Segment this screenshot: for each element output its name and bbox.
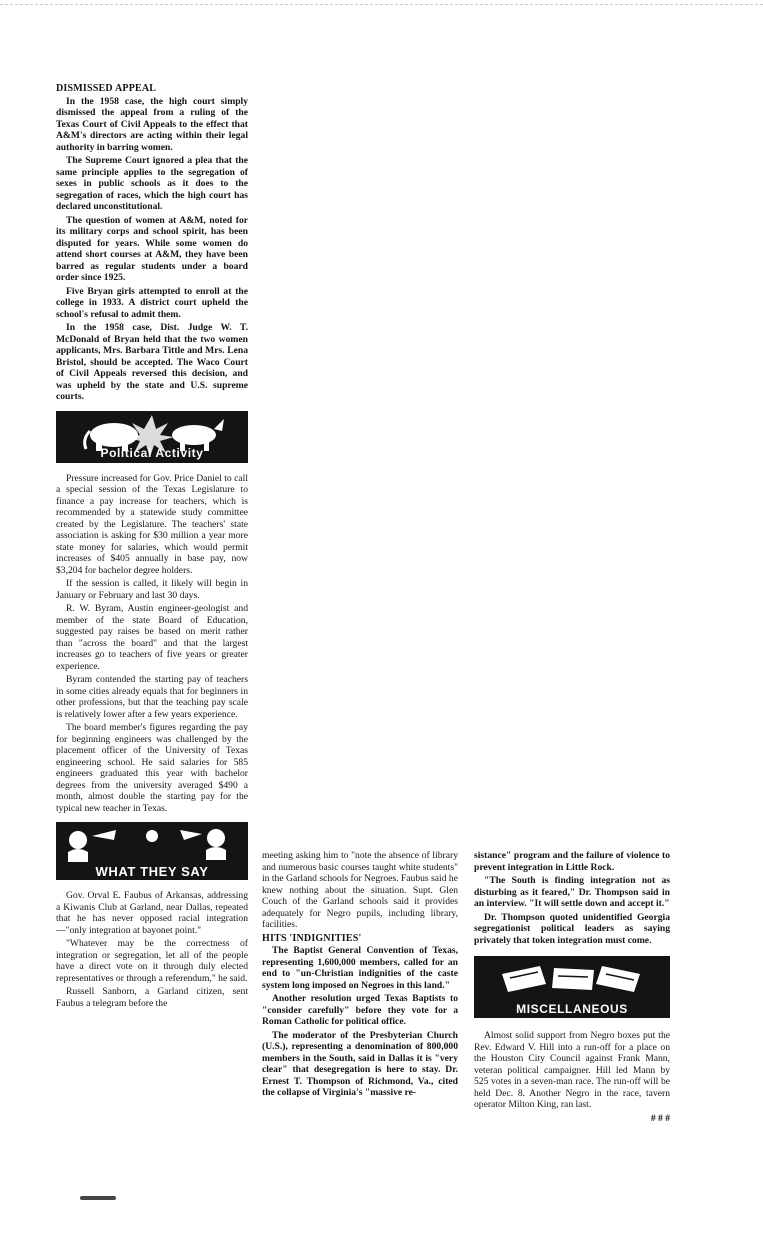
- paragraph: "The South is finding integration not as disturbing as it feared," Dr. Thompson said in an interview. "It will settle down and accept it.": [474, 875, 670, 909]
- section-dismissed-appeal: [56, 83, 248, 403]
- section-miscellaneous: [474, 1030, 670, 1124]
- paragraph: Pressure increased for Gov. Price Daniel to call a special session of the Texas Legislature to finance a pay increase for teachers, which is recommended by a statewide study committee created by the Legislature. The teachers' state association is asking for $30 million a year more state money for salaries, which would permit increases of $405 annually in base pay, now $3,204 for bachelor degree holders.: [56, 472, 248, 576]
- column-middle: [262, 850, 458, 1101]
- political-activity-banner: [56, 411, 248, 463]
- paragraph: Russell Sanborn, a Garland citizen, sent Faubus a telegram before the: [56, 986, 248, 1009]
- paragraph: sistance" program and the failure of violence to prevent integration in Little Rock.: [474, 850, 670, 873]
- section-what-they-say: [56, 890, 248, 1009]
- paragraph: Another resolution urged Texas Baptists to "consider carefully" before they vote for a Roman Catholic for political office.: [262, 993, 458, 1027]
- paragraph: In the 1958 case, the high court simply dismissed the appeal from a ruling of the Texas Court of Civil Appeals to the effect that A&M's directors are acting within their legal authority in barring women.: [56, 95, 248, 153]
- end-mark: # # #: [650, 1112, 670, 1124]
- paragraph: Gov. Orval E. Faubus of Arkansas, addressing a Kiwanis Club at Garland, near Dallas, repeated that he has never opposed racial integration—"only integration at bayonet point.": [56, 890, 248, 936]
- paragraph: The Baptist General Convention of Texas, representing 1,600,000 members, called for an end to "un-Christian indignities of the caste system long imposed on Negroes in this land.": [262, 945, 458, 991]
- section-hits-indignities: [262, 945, 458, 1099]
- banner-label: WHAT THEY SAY: [95, 863, 209, 879]
- stray-mark: [80, 1196, 116, 1200]
- paragraph: Dr. Thompson quoted unidentified Georgia segregationist political leaders as saying privately that token integration must come.: [474, 911, 670, 946]
- what-they-say-banner: [56, 822, 248, 880]
- paragraph: The moderator of the Presbyterian Church (U.S.), representing a denomination of 800,000 members in the South, said in Dallas it is "very clear" that desegregation is here to stay. Dr. Ernest T. Thompson of Richmond, Va., cited the collapse of Virginia's "massive re-: [262, 1029, 458, 1098]
- page-top-border: [0, 4, 763, 5]
- miscellaneous-banner: [474, 956, 670, 1018]
- paragraph: Almost solid support from Negro boxes put the Rev. Edward V. Hill into a run-off for a place on the Houston City Council against Frank Mann, veteran political campaigner. Hill led Mann by 525 votes in a seven-man race. The run-off will be held Dec. 8. Another Negro in the race, tavern operator Milton King, ran last.: [474, 1030, 670, 1110]
- paragraph: meeting asking him to "note the absence of library and numerous basic courses taught white students" in the Garland schools for Negroes. Faubus said he knew nothing about the situation. Supt. Glen Couch of the Garland schools said it provides adequately for Negro pupils, including library, facilities.: [262, 850, 458, 930]
- section-political-activity: [56, 473, 248, 815]
- column-left: [56, 82, 248, 1011]
- banner-label: MISCELLANEOUS: [516, 1001, 628, 1016]
- paragraph: In the 1958 case, Dist. Judge W. T. McDonald of Bryan held that the two women applicants, Mrs. Barbara Tittle and Mrs. Lena Bristol, should be accepted. The Waco Court of Civil Appeals reversed this decision, and was upheld by the state and U.S. supreme courts.: [56, 322, 248, 402]
- banner-label: Political Activity: [100, 446, 204, 460]
- paragraph: R. W. Byram, Austin engineer-geologist and member of the state Board of Education, suggested pay raises be based on merit rather than "across the board" and that the largest increases go to teachers of five years or greater experience.: [56, 603, 248, 672]
- paragraph: Byram contended the starting pay of teachers in some cities already equals that for beginners in other professions, but that the teaching pay scale is relatively lower after a few years experience.: [56, 674, 248, 720]
- paragraph: If the session is called, it likely will begin in January or February and last 30 days.: [56, 578, 248, 601]
- paragraph: The board member's figures regarding the pay for beginning engineers was challenged by the placement officer of the University of Texas engineering school. He said salaries for 585 engineers graduated this year with bachelor degrees from the university averaged $490 a month, almost double the starting pay for the typical new teacher in Texas.: [56, 722, 248, 814]
- section-heading: HITS 'INDIGNITIES': [262, 932, 362, 944]
- paragraph: Five Bryan girls attempted to enroll at the college in 1933. A district court upheld the school's refusal to admit them.: [56, 285, 248, 320]
- paragraph: "Whatever may be the correctness of integration or segregation, let all of the people have a direct vote on it through duly elected representatives or through a referendum," he said.: [56, 938, 248, 984]
- paragraph: The Supreme Court ignored a plea that the same principle applies to the segregation of sexes in public schools as it does to the segregation of races, which the high court has declared unconstitutional.: [56, 155, 248, 212]
- section-integration-quotes: [474, 850, 670, 946]
- section-heading: DISMISSED APPEAL: [56, 83, 157, 94]
- paragraph: The question of women at A&M, noted for its military corps and school spirit, has been disputed for years. While some women do attend short courses at A&M, they have been barred as regular students under a board order since 1925.: [56, 214, 248, 283]
- column-right: [474, 850, 670, 1126]
